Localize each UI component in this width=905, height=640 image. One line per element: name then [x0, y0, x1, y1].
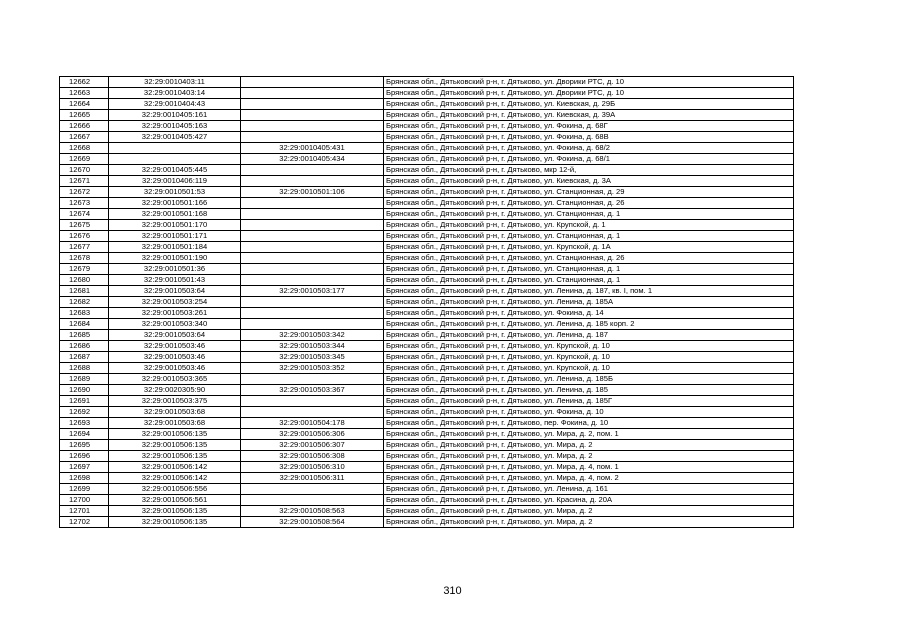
address-cell: Брянская обл., Дятьковский р-н, г. Дятьково, ул. Мира, д. 2: [384, 517, 794, 528]
row-number-cell: 12665: [60, 110, 109, 121]
row-number-cell: 12669: [60, 154, 109, 165]
cadastral-number-cell: 32:29:0010501:171: [109, 231, 241, 242]
address-cell: Брянская обл., Дятьковский р-н, г. Дятьково, ул. Дворики РТС, д. 10: [384, 88, 794, 99]
row-number-cell: 12663: [60, 88, 109, 99]
cadastral-number-cell: 32:29:0010503:261: [109, 308, 241, 319]
row-number-cell: 12692: [60, 407, 109, 418]
table-row: [60, 99, 794, 110]
table-row: [60, 451, 794, 462]
cadastral-number-cell: 32:29:0010506:135: [109, 451, 241, 462]
cadastral-number-cell: 32:29:0010503:64: [109, 330, 241, 341]
address-cell: Брянская обл., Дятьковский р-н, г. Дятьково, ул. Станционная, д. 26: [384, 253, 794, 264]
table-row: [60, 473, 794, 484]
address-cell: Брянская обл., Дятьковский р-н, г. Дятьково, ул. Мира, д. 4, пом. 1: [384, 462, 794, 473]
premises-number-cell: 32:29:0010506:311: [241, 473, 384, 484]
table-row: [60, 341, 794, 352]
address-cell: Брянская обл., Дятьковский р-н, г. Дятьково, ул. Ленина, д. 185А: [384, 297, 794, 308]
table-row: [60, 253, 794, 264]
cadastral-number-cell: 32:29:0010503:365: [109, 374, 241, 385]
premises-number-cell: [241, 231, 384, 242]
premises-number-cell: 32:29:0010504:178: [241, 418, 384, 429]
table-row: [60, 143, 794, 154]
address-cell: Брянская обл., Дятьковский р-н, г. Дятьково, ул. Крупской, д. 10: [384, 352, 794, 363]
address-cell: Брянская обл., Дятьковский р-н, г. Дятьково, ул. Станционная, д. 26: [384, 198, 794, 209]
table-row: [60, 517, 794, 528]
row-number-cell: 12688: [60, 363, 109, 374]
cadastral-number-cell: 32:29:0010503:68: [109, 407, 241, 418]
premises-number-cell: 32:29:0010405:431: [241, 143, 384, 154]
premises-number-cell: [241, 99, 384, 110]
row-number-cell: 12679: [60, 264, 109, 275]
address-cell: Брянская обл., Дятьковский р-н, г. Дятьково, ул. Ленина, д. 187, кв. I, пом. 1: [384, 286, 794, 297]
cadastral-number-cell: 32:29:0010506:135: [109, 506, 241, 517]
address-cell: Брянская обл., Дятьковский р-н, г. Дятьково, ул. Мира, д. 2: [384, 451, 794, 462]
address-cell: Брянская обл., Дятьковский р-н, г. Дятьково, ул. Фокина, д. 68В: [384, 132, 794, 143]
row-number-cell: 12696: [60, 451, 109, 462]
premises-number-cell: 32:29:0010503:344: [241, 341, 384, 352]
table-row: [60, 132, 794, 143]
address-cell: Брянская обл., Дятьковский р-н, г. Дятьково, ул. Фокина, д. 68/2: [384, 143, 794, 154]
premises-number-cell: 32:29:0010508:563: [241, 506, 384, 517]
address-cell: Брянская обл., Дятьковский р-н, г. Дятьково, ул. Мира, д. 2: [384, 440, 794, 451]
row-number-cell: 12683: [60, 308, 109, 319]
table-row: [60, 484, 794, 495]
row-number-cell: 12699: [60, 484, 109, 495]
cadastral-number-cell: 32:29:0010506:135: [109, 440, 241, 451]
registry-table: [59, 76, 794, 528]
address-cell: Брянская обл., Дятьковский р-н, г. Дятьково, ул. Ленина, д. 185: [384, 385, 794, 396]
address-cell: Брянская обл., Дятьковский р-н, г. Дятьково, ул. Мира, д. 4, пом. 2: [384, 473, 794, 484]
premises-number-cell: 32:29:0010506:307: [241, 440, 384, 451]
address-cell: Брянская обл., Дятьковский р-н, г. Дятьково, ул. Станционная, д. 1: [384, 209, 794, 220]
row-number-cell: 12694: [60, 429, 109, 440]
address-cell: Брянская обл., Дятьковский р-н, г. Дятьково, ул. Ленина, д. 161: [384, 484, 794, 495]
table-row: [60, 330, 794, 341]
table-row: [60, 352, 794, 363]
premises-number-cell: 32:29:0010503:177: [241, 286, 384, 297]
address-cell: Брянская обл., Дятьковский р-н, г. Дятьково, ул. Крупской, д. 1: [384, 220, 794, 231]
cadastral-number-cell: 32:29:0010501:190: [109, 253, 241, 264]
cadastral-number-cell: 32:29:0010501:166: [109, 198, 241, 209]
cadastral-number-cell: 32:29:0010405:161: [109, 110, 241, 121]
address-cell: Брянская обл., Дятьковский р-н, г. Дятьково, ул. Крупской, д. 10: [384, 341, 794, 352]
cadastral-number-cell: 32:29:0010506:556: [109, 484, 241, 495]
table-row: [60, 418, 794, 429]
premises-number-cell: 32:29:0010506:308: [241, 451, 384, 462]
registry-table-body: [60, 77, 794, 528]
row-number-cell: 12664: [60, 99, 109, 110]
address-cell: Брянская обл., Дятьковский р-н, г. Дятьково, ул. Киевская, д. 3А: [384, 176, 794, 187]
premises-number-cell: [241, 275, 384, 286]
premises-number-cell: [241, 374, 384, 385]
row-number-cell: 12677: [60, 242, 109, 253]
premises-number-cell: [241, 198, 384, 209]
cadastral-number-cell: 32:29:0010503:46: [109, 352, 241, 363]
cadastral-number-cell: 32:29:0010503:46: [109, 341, 241, 352]
table-row: [60, 297, 794, 308]
premises-number-cell: [241, 396, 384, 407]
address-cell: Брянская обл., Дятьковский р-н, г. Дятьково, ул. Крупской, д. 10: [384, 363, 794, 374]
premises-number-cell: [241, 297, 384, 308]
premises-number-cell: [241, 121, 384, 132]
cadastral-number-cell: 32:29:0010503:375: [109, 396, 241, 407]
premises-number-cell: 32:29:0010506:310: [241, 462, 384, 473]
row-number-cell: 12693: [60, 418, 109, 429]
row-number-cell: 12675: [60, 220, 109, 231]
table-row: [60, 396, 794, 407]
row-number-cell: 12670: [60, 165, 109, 176]
row-number-cell: 12686: [60, 341, 109, 352]
cadastral-number-cell: [109, 143, 241, 154]
table-row: [60, 429, 794, 440]
address-cell: Брянская обл., Дятьковский р-н, г. Дятьково, ул. Станционная, д. 1: [384, 275, 794, 286]
table-row: [60, 198, 794, 209]
row-number-cell: 12685: [60, 330, 109, 341]
address-cell: Брянская обл., Дятьковский р-н, г. Дятьково, ул. Фокина, д. 68/1: [384, 154, 794, 165]
address-cell: Брянская обл., Дятьковский р-н, г. Дятьково, ул. Ленина, д. 187: [384, 330, 794, 341]
cadastral-number-cell: 32:29:0010503:64: [109, 286, 241, 297]
row-number-cell: 12672: [60, 187, 109, 198]
address-cell: Брянская обл., Дятьковский р-н, г. Дятьково, ул. Фокина, д. 14: [384, 308, 794, 319]
address-cell: Брянская обл., Дятьковский р-н, г. Дятьково, ул. Станционная, д. 1: [384, 264, 794, 275]
premises-number-cell: [241, 264, 384, 275]
premises-number-cell: [241, 319, 384, 330]
address-cell: Брянская обл., Дятьковский р-н, г. Дятьково, пер. Фокина, д. 10: [384, 418, 794, 429]
table-row: [60, 308, 794, 319]
premises-number-cell: 32:29:0010501:106: [241, 187, 384, 198]
address-cell: Брянская обл., Дятьковский р-н, г. Дятьково, ул. Ленина, д. 185Б: [384, 374, 794, 385]
table-row: [60, 242, 794, 253]
row-number-cell: 12698: [60, 473, 109, 484]
table-row: [60, 231, 794, 242]
cadastral-number-cell: 32:29:0010506:142: [109, 462, 241, 473]
table-row: [60, 220, 794, 231]
address-cell: Брянская обл., Дятьковский р-н, г. Дятьково, ул. Мира, д. 2, пом. 1: [384, 429, 794, 440]
premises-number-cell: [241, 176, 384, 187]
row-number-cell: 12690: [60, 385, 109, 396]
row-number-cell: 12666: [60, 121, 109, 132]
cadastral-number-cell: 32:29:0010506:135: [109, 429, 241, 440]
cadastral-number-cell: 32:29:0020305:90: [109, 385, 241, 396]
table-row: [60, 385, 794, 396]
table-row: [60, 154, 794, 165]
row-number-cell: 12697: [60, 462, 109, 473]
row-number-cell: 12668: [60, 143, 109, 154]
premises-number-cell: [241, 165, 384, 176]
cadastral-number-cell: 32:29:0010501:53: [109, 187, 241, 198]
cadastral-number-cell: 32:29:0010506:561: [109, 495, 241, 506]
row-number-cell: 12687: [60, 352, 109, 363]
premises-number-cell: 32:29:0010503:352: [241, 363, 384, 374]
row-number-cell: 12676: [60, 231, 109, 242]
table-row: [60, 363, 794, 374]
cadastral-number-cell: 32:29:0010501:184: [109, 242, 241, 253]
premises-number-cell: 32:29:0010503:345: [241, 352, 384, 363]
address-cell: Брянская обл., Дятьковский р-н, г. Дятьково, ул. Крупской, д. 1А: [384, 242, 794, 253]
table-row: [60, 374, 794, 385]
row-number-cell: 12681: [60, 286, 109, 297]
address-cell: Брянская обл., Дятьковский р-н, г. Дятьково, ул. Станционная, д. 1: [384, 231, 794, 242]
table-row: [60, 88, 794, 99]
address-cell: Брянская обл., Дятьковский р-н, г. Дятьково, мкр 12-й,: [384, 165, 794, 176]
cadastral-number-cell: 32:29:0010506:135: [109, 517, 241, 528]
premises-number-cell: [241, 484, 384, 495]
cadastral-number-cell: 32:29:0010503:68: [109, 418, 241, 429]
premises-number-cell: [241, 220, 384, 231]
address-cell: Брянская обл., Дятьковский р-н, г. Дятьково, ул. Мира, д. 2: [384, 506, 794, 517]
address-cell: Брянская обл., Дятьковский р-н, г. Дятьково, ул. Станционная, д. 29: [384, 187, 794, 198]
cadastral-number-cell: 32:29:0010405:163: [109, 121, 241, 132]
row-number-cell: 12691: [60, 396, 109, 407]
address-cell: Брянская обл., Дятьковский р-н, г. Дятьково, ул. Киевская, д. 39А: [384, 110, 794, 121]
address-cell: Брянская обл., Дятьковский р-н, г. Дятьково, ул. Фокина, д. 68Г: [384, 121, 794, 132]
page-number: 310: [443, 585, 462, 597]
address-cell: Брянская обл., Дятьковский р-н, г. Дятьково, ул. Ленина, д. 185Г: [384, 396, 794, 407]
cadastral-number-cell: 32:29:0010506:142: [109, 473, 241, 484]
cadastral-number-cell: 32:29:0010501:170: [109, 220, 241, 231]
table-row: [60, 121, 794, 132]
table-row: [60, 165, 794, 176]
premises-number-cell: [241, 495, 384, 506]
address-cell: Брянская обл., Дятьковский р-н, г. Дятьково, ул. Дворики РТС, д. 10: [384, 77, 794, 88]
row-number-cell: 12671: [60, 176, 109, 187]
premises-number-cell: [241, 110, 384, 121]
cadastral-number-cell: 32:29:0010503:254: [109, 297, 241, 308]
cadastral-number-cell: 32:29:0010501:43: [109, 275, 241, 286]
premises-number-cell: [241, 209, 384, 220]
row-number-cell: 12682: [60, 297, 109, 308]
premises-number-cell: [241, 77, 384, 88]
premises-number-cell: 32:29:0010503:367: [241, 385, 384, 396]
cadastral-number-cell: 32:29:0010403:14: [109, 88, 241, 99]
address-cell: Брянская обл., Дятьковский р-н, г. Дятьково, ул. Киевская, д. 29Б: [384, 99, 794, 110]
premises-number-cell: 32:29:0010508:564: [241, 517, 384, 528]
table-row: [60, 440, 794, 451]
cadastral-number-cell: 32:29:0010503:46: [109, 363, 241, 374]
cadastral-number-cell: 32:29:0010503:340: [109, 319, 241, 330]
premises-number-cell: [241, 308, 384, 319]
table-row: [60, 407, 794, 418]
table-row: [60, 209, 794, 220]
premises-number-cell: [241, 242, 384, 253]
address-cell: Брянская обл., Дятьковский р-н, г. Дятьково, ул. Фокина, д. 10: [384, 407, 794, 418]
premises-number-cell: [241, 132, 384, 143]
row-number-cell: 12700: [60, 495, 109, 506]
row-number-cell: 12684: [60, 319, 109, 330]
row-number-cell: 12689: [60, 374, 109, 385]
row-number-cell: 12662: [60, 77, 109, 88]
address-cell: Брянская обл., Дятьковский р-н, г. Дятьково, ул. Красина, д. 20А: [384, 495, 794, 506]
cadastral-number-cell: 32:29:0010501:36: [109, 264, 241, 275]
table-row: [60, 264, 794, 275]
cadastral-number-cell: 32:29:0010405:427: [109, 132, 241, 143]
address-cell: Брянская обл., Дятьковский р-н, г. Дятьково, ул. Ленина, д. 185 корп. 2: [384, 319, 794, 330]
table-row: [60, 286, 794, 297]
cadastral-number-cell: 32:29:0010405:445: [109, 165, 241, 176]
row-number-cell: 12678: [60, 253, 109, 264]
cadastral-number-cell: 32:29:0010501:168: [109, 209, 241, 220]
table-row: [60, 110, 794, 121]
table-row: [60, 275, 794, 286]
premises-number-cell: 32:29:0010506:306: [241, 429, 384, 440]
premises-number-cell: [241, 88, 384, 99]
cadastral-number-cell: 32:29:0010406:119: [109, 176, 241, 187]
table-row: [60, 506, 794, 517]
cadastral-number-cell: 32:29:0010403:11: [109, 77, 241, 88]
row-number-cell: 12701: [60, 506, 109, 517]
row-number-cell: 12673: [60, 198, 109, 209]
premises-number-cell: 32:29:0010405:434: [241, 154, 384, 165]
premises-number-cell: 32:29:0010503:342: [241, 330, 384, 341]
cadastral-number-cell: 32:29:0010404:43: [109, 99, 241, 110]
table-row: [60, 187, 794, 198]
table-row: [60, 176, 794, 187]
row-number-cell: 12674: [60, 209, 109, 220]
table-row: [60, 495, 794, 506]
premises-number-cell: [241, 253, 384, 264]
row-number-cell: 12667: [60, 132, 109, 143]
table-row: [60, 77, 794, 88]
row-number-cell: 12695: [60, 440, 109, 451]
premises-number-cell: [241, 407, 384, 418]
row-number-cell: 12702: [60, 517, 109, 528]
table-row: [60, 319, 794, 330]
cadastral-number-cell: [109, 154, 241, 165]
table-row: [60, 462, 794, 473]
row-number-cell: 12680: [60, 275, 109, 286]
